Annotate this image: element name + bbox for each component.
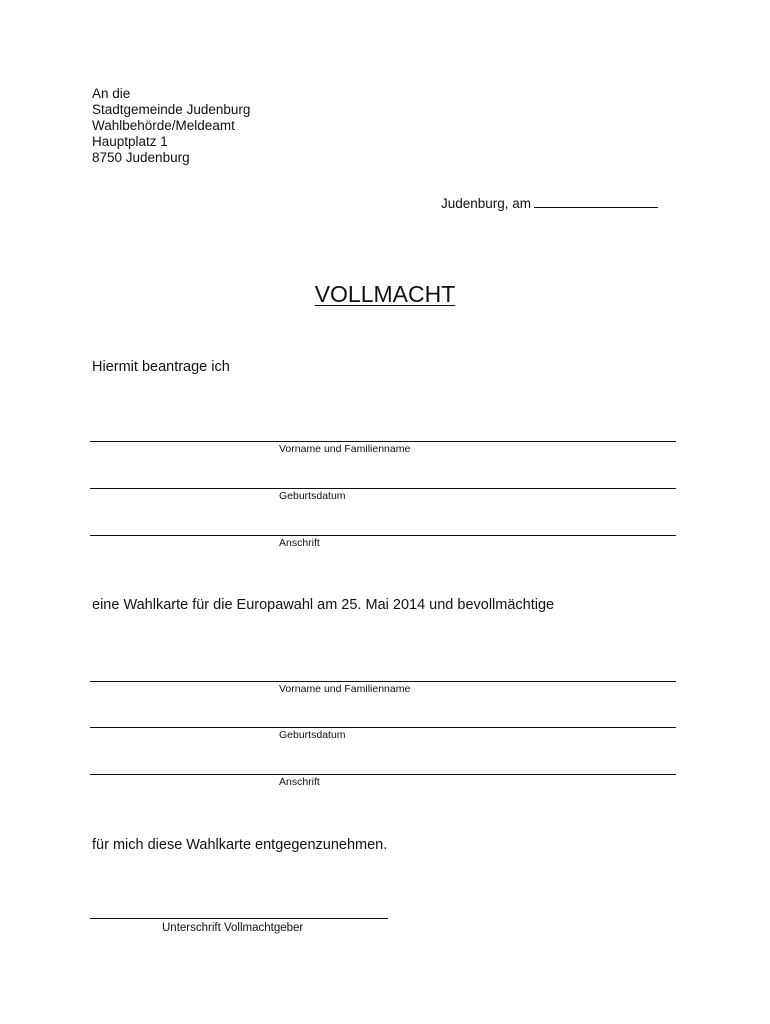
closing-text: für mich diese Wahlkarte entgegenzunehmen. <box>92 837 388 853</box>
date-blank-field[interactable] <box>534 195 658 208</box>
recipient-line: Stadtgemeinde Judenburg <box>92 102 251 117</box>
proxy-name-caption: Vorname und Familienname <box>279 683 411 695</box>
applicant-birthdate-caption: Geburtsdatum <box>279 490 346 502</box>
applicant-birthdate-line[interactable] <box>90 488 676 489</box>
applicant-address-caption: Anschrift <box>279 537 320 549</box>
proxy-birthdate-line[interactable] <box>90 727 676 728</box>
intro-text: Hiermit beantrage ich <box>92 359 230 375</box>
title-text: VOLLMACHT <box>314 281 456 307</box>
proxy-birthdate-caption: Geburtsdatum <box>279 729 346 741</box>
applicant-name-caption: Vorname und Familienname <box>279 443 411 455</box>
date-label: Judenburg, am <box>441 196 532 211</box>
document-title <box>0 281 770 308</box>
recipient-line: 8750 Judenburg <box>92 150 190 165</box>
proxy-address-caption: Anschrift <box>279 776 320 788</box>
applicant-address-line[interactable] <box>90 535 676 536</box>
proxy-name-line[interactable] <box>90 681 676 682</box>
signature-caption: Unterschrift Vollmachtgeber <box>162 922 304 934</box>
signature-line[interactable] <box>90 918 388 919</box>
recipient-address <box>92 86 250 166</box>
applicant-name-line[interactable] <box>90 441 676 442</box>
middle-text: eine Wahlkarte für die Europawahl am 25. Mai 2014 und bevollmächtige <box>92 597 555 613</box>
proxy-address-line[interactable] <box>90 774 676 775</box>
date-line <box>441 195 658 211</box>
recipient-line: An die <box>92 86 131 101</box>
recipient-line: Hauptplatz 1 <box>92 134 168 149</box>
recipient-line: Wahlbehörde/Meldeamt <box>92 118 235 133</box>
